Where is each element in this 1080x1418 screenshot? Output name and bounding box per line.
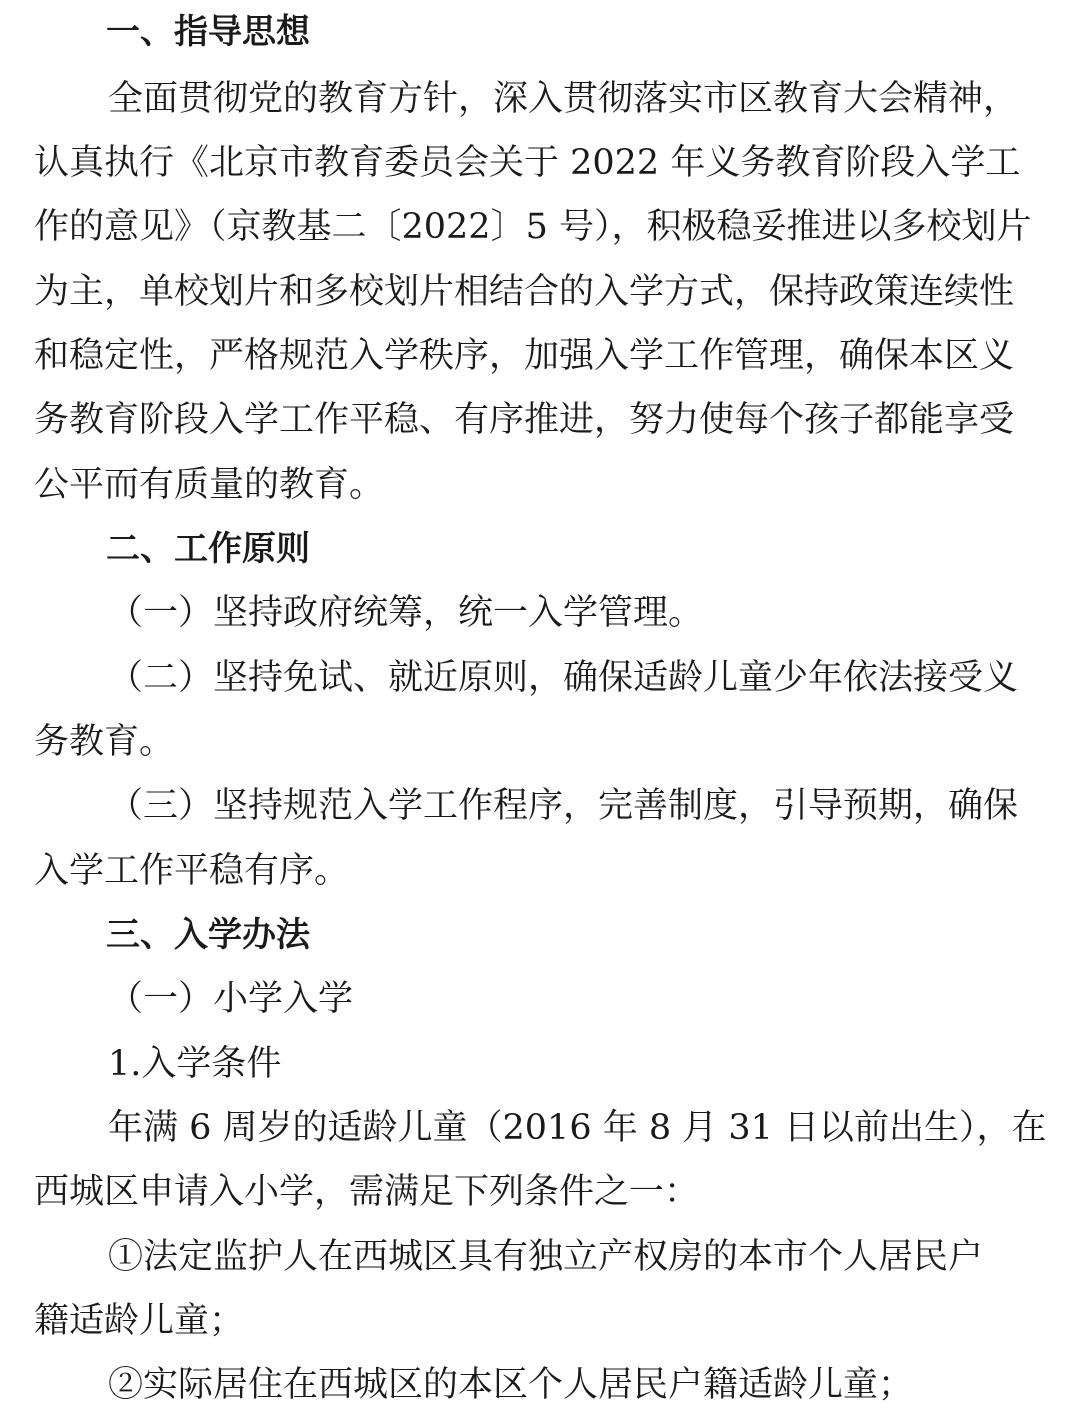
section-1-paragraph-line-5: 和稳定性，严格规范入学秩序，加强入学工作管理，确保本区义 <box>34 336 1015 376</box>
conditions-intro-line-1: 年满 6 周岁的适龄儿童（2016 年 8 月 31 日以前出生），在 <box>108 1108 1047 1148</box>
section-3-heading: 三、入学办法 <box>106 915 310 955</box>
section-1-paragraph-line-7: 公平而有质量的教育。 <box>34 465 385 505</box>
condition-1-line-2: 籍适龄儿童； <box>34 1301 245 1341</box>
section-1-paragraph-line-3: 作的意见》（京教基二〔2022〕5 号），积极稳妥推进以多校划片 <box>34 207 1032 247</box>
principle-item-2-line-2: 务教育。 <box>34 722 175 762</box>
condition-1-line-1: ①法定监护人在西城区具有独立产权房的本市个人居民户 <box>108 1237 984 1277</box>
section-1-paragraph-line-6: 务教育阶段入学工作平稳、有序推进，努力使每个孩子都能享受 <box>34 400 1015 440</box>
conditions-intro-line-2: 西城区申请入小学，需满足下列条件之一： <box>34 1172 700 1212</box>
section-1-paragraph-line-1: 全面贯彻党的教育方针，深入贯彻落实市区教育大会精神， <box>108 79 1019 119</box>
principle-item-1: （一）坚持政府统筹，统一入学管理。 <box>108 593 704 633</box>
section-2-heading: 二、工作原则 <box>106 529 310 569</box>
section-1-paragraph-line-2: 认真执行《北京市教育委员会关于 2022 年义务教育阶段入学工 <box>34 143 1021 183</box>
principle-item-3-line-2: 入学工作平稳有序。 <box>34 851 350 891</box>
principle-item-2-line-1: （二）坚持免试、就近原则，确保适龄儿童少年依法接受义 <box>108 658 1019 698</box>
principle-item-3-line-1: （三）坚持规范入学工作程序，完善制度，引导预期，确保 <box>108 786 1019 826</box>
condition-2: ②实际居住在西城区的本区个人居民户籍适龄儿童； <box>108 1365 914 1405</box>
section-1-heading: 一、指导思想 <box>106 12 310 52</box>
section-1-paragraph-line-4: 为主，单校划片和多校划片相结合的入学方式，保持政策连续性 <box>34 272 1015 312</box>
enrollment-conditions-title: 1.入学条件 <box>108 1044 282 1084</box>
primary-school-subheading: （一）小学入学 <box>108 979 354 1019</box>
